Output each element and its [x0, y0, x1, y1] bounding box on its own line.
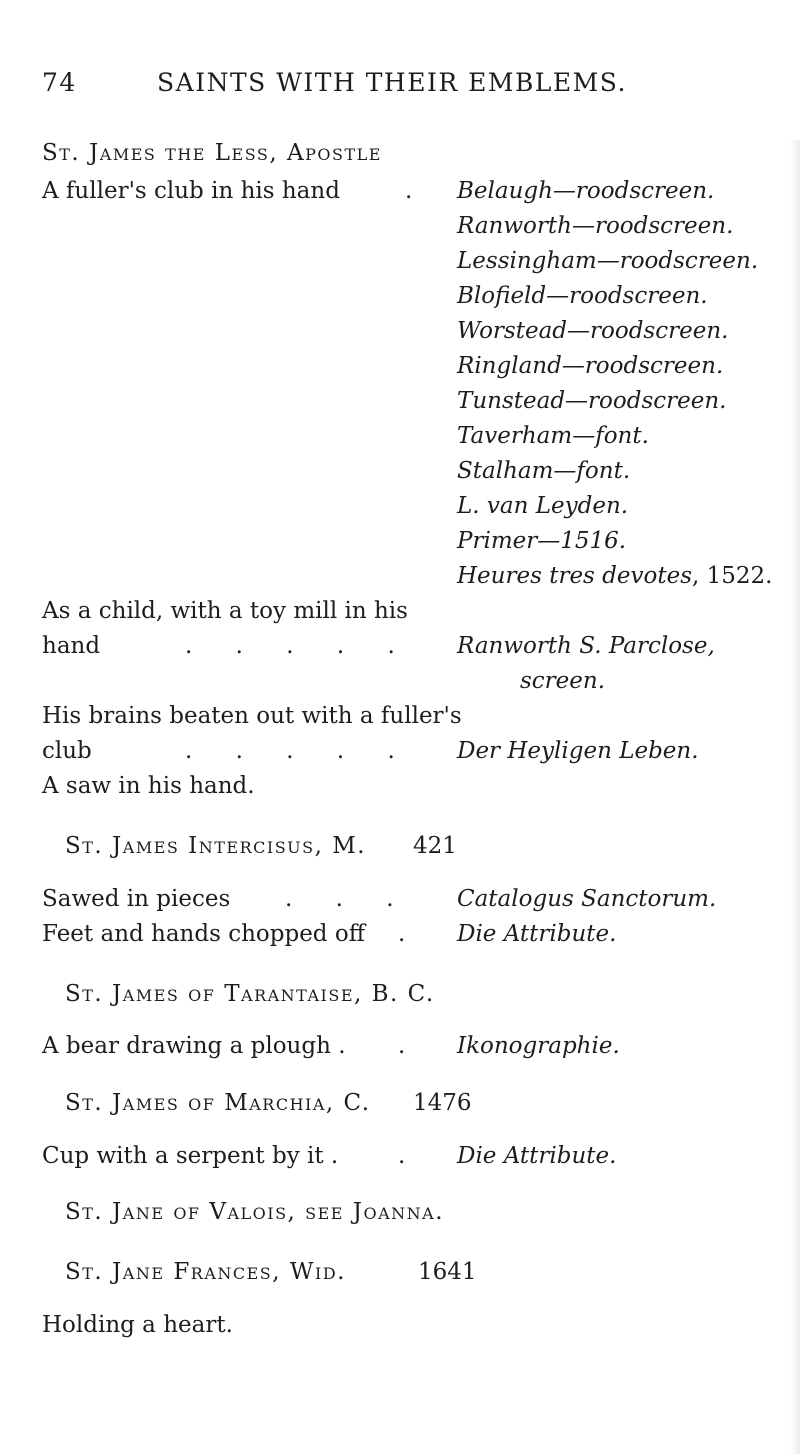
reference: Primer—1516. [457, 528, 627, 554]
entry-heading: St. Jane Frances, Wid. [65, 1259, 346, 1285]
emblem-text: A bear drawing a plough . [42, 1033, 346, 1059]
reference: Die Attribute. [457, 1143, 617, 1169]
reference: Lessingham—roodscreen. [457, 248, 759, 274]
running-title: SAINTS WITH THEIR EMBLEMS. [157, 68, 627, 97]
reference: Ranworth S. Parclose, [457, 633, 715, 659]
entry-heading: St. James of Tarantaise, B. C. [65, 981, 435, 1007]
entry-heading: St. James Intercisus, M. [65, 833, 367, 859]
emblem-text: Holding a heart. [42, 1312, 233, 1338]
page-edge-shadow [790, 140, 800, 1454]
reference: Belaugh—roodscreen. [457, 178, 715, 204]
reference: Tunstead—roodscreen. [457, 388, 727, 414]
leader-dots: . . . . . [185, 633, 413, 659]
emblem-text: A saw in his hand. [42, 773, 255, 799]
leader-dots: . . . [285, 886, 412, 912]
emblem-text: hand [42, 633, 101, 659]
entry-heading: St. James the Less, Apostle [42, 140, 382, 166]
entry-heading: St. James of Marchia, C. [65, 1090, 371, 1116]
emblem-text: His brains beaten out with a fuller's [42, 703, 462, 729]
leader-dots: . . . . . [185, 738, 413, 764]
entry-heading: St. Jane of Valois, see Joanna. [65, 1199, 445, 1225]
leader-dots: . [398, 1143, 406, 1169]
reference: Der Heyligen Leben. [457, 738, 699, 764]
emblem-text: Sawed in pieces [42, 886, 231, 912]
emblem-text: As a child, with a toy mill in his [42, 598, 408, 624]
reference: Ranworth—roodscreen. [457, 213, 734, 239]
reference: Worstead—roodscreen. [457, 318, 729, 344]
leader-dots: . [398, 921, 406, 947]
leader-dots: . [405, 178, 413, 204]
reference: L. van Leyden. [457, 493, 629, 519]
reference: Catalogus Sanctorum. [457, 886, 717, 912]
emblem-text: Cup with a serpent by it . [42, 1143, 339, 1169]
page-number: 74 [42, 68, 77, 97]
reference: screen. [520, 668, 606, 694]
entry-date: 421 [413, 833, 457, 859]
emblem-text: Feet and hands chopped off [42, 921, 366, 947]
reference-plain: , 1522. [692, 563, 773, 589]
entry-date: 1476 [413, 1090, 472, 1116]
reference: Die Attribute. [457, 921, 617, 947]
reference: Stalham—font. [457, 458, 631, 484]
reference: Ringland—roodscreen. [457, 353, 724, 379]
reference: Taverham—font. [457, 423, 649, 449]
leader-dots: . [398, 1033, 406, 1059]
reference: Ikonographie. [457, 1033, 620, 1059]
entry-date: 1641 [418, 1259, 477, 1285]
page-header [42, 68, 742, 108]
reference: Blofield—roodscreen. [457, 283, 708, 309]
emblem-text: club [42, 738, 92, 764]
reference-italic: Heures tres devotes [457, 563, 692, 589]
reference [457, 563, 772, 589]
emblem-text: A fuller's club in his hand [42, 178, 340, 204]
